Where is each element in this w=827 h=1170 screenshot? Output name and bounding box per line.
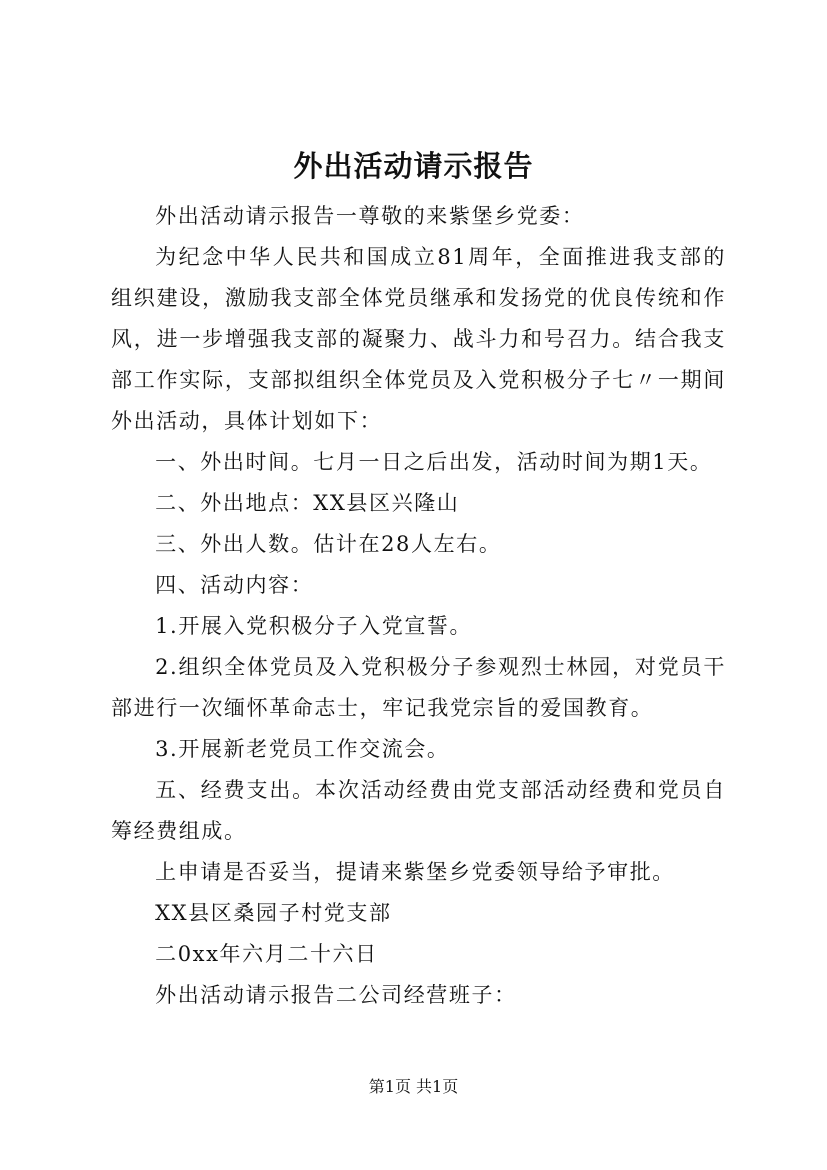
paragraph-content-heading: 四、活动内容： <box>155 573 314 597</box>
paragraph-headcount: 三、外出人数。估计在28人左右。 <box>155 532 502 556</box>
paragraph-time: 一、外出时间。七月一日之后出发，活动时间为期1天。 <box>155 450 713 474</box>
paragraph-content-item-2: 2.组织全体党员及入党积极分子参观烈士林园，对党员干部进行一次缅怀革命志士，牢记我党宗旨的爱国教育。 <box>111 655 726 720</box>
paragraph-location: 二、外出地点：XX县区兴隆山 <box>155 491 460 515</box>
paragraph-request: 上申请是否妥当，提请来紫堡乡党委领导给予审批。 <box>155 860 675 884</box>
document-title: 外出活动请示报告 <box>293 149 534 183</box>
paragraph-signature-date: 二0xx年六月二十六日 <box>155 942 378 966</box>
paragraph-second-report-heading: 外出活动请示报告二公司经营班子： <box>155 983 517 1007</box>
paragraph-content-item-1: 1.开展入党积极分子入党宣誓。 <box>155 614 473 638</box>
paragraph-content-item-3: 3.开展新老党员工作交流会。 <box>155 737 450 761</box>
paragraph-signature-org: XX县区桑园子村党支部 <box>155 901 392 925</box>
paragraph-funding: 五、经费支出。本次活动经费由党支部活动经费和党员自筹经费组成。 <box>111 778 726 843</box>
paragraph-intro: 为纪念中华人民共和国成立81周年，全面推进我支部的组织建设，激励我支部全体党员继承和发扬党的优良传统和作风，进一步增强我支部的凝聚力、战斗力和号召力。结合我支部工作实际，支部拟组织全体党员及入党积极分子七〃一期间外出活动，具体计划如下： <box>111 245 726 433</box>
paragraph-salutation: 外出活动请示报告一尊敬的来紫堡乡党委： <box>155 204 585 228</box>
page-number-footer: 第1页 共1页 <box>368 1077 459 1096</box>
document-body <box>111 196 726 1016</box>
